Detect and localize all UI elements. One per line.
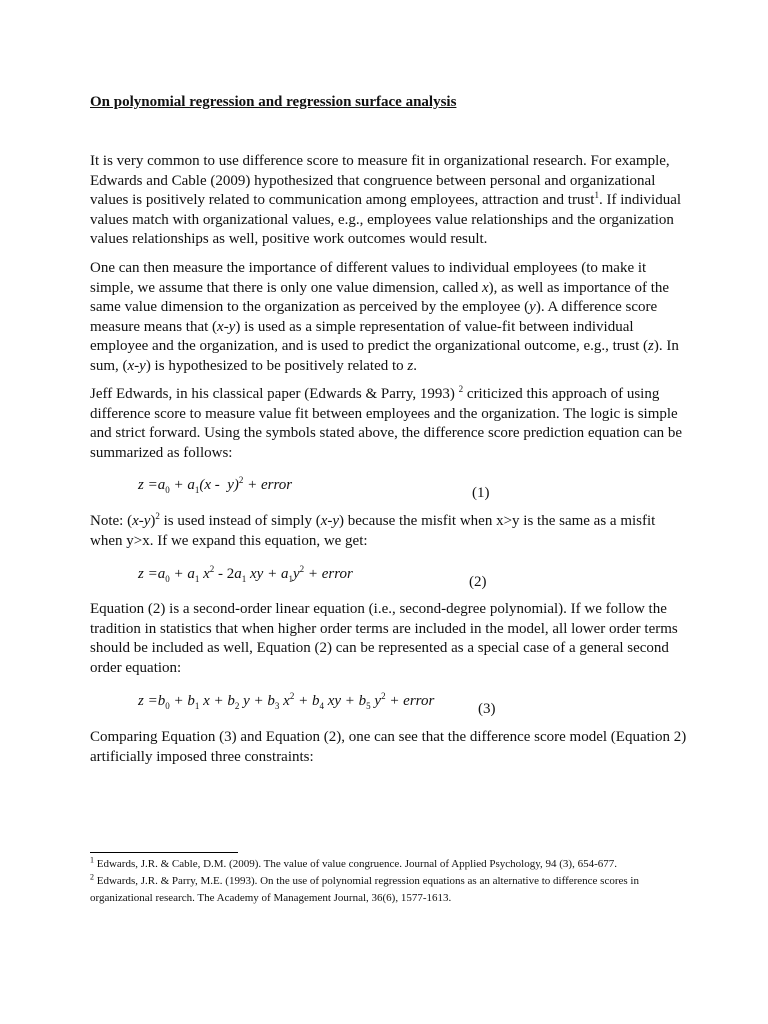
equation-3: $z =b_0 + b_1$ $x + b_2$ $y + b_3$ $x^2 + b_4$ xy + $b_5$ $y^2$ + error (138, 691, 435, 711)
footnote-mark: 2 (90, 872, 94, 882)
footnote-separator (90, 852, 238, 853)
footnote-text: Edwards, J.R. & Cable, D.M. (2009). The value of value congruence. Journal of Applied Psychology, 94 (3), 654-677. (94, 858, 618, 870)
paragraph-comparison: Comparing Equation (3) and Equation (2), one can see that the difference score model (Equation 2) artificially imposed three constraints: (90, 729, 687, 765)
equation-3-number: (3) (478, 701, 496, 717)
paragraph-intro (90, 152, 690, 250)
page-title: On polynomial regression and regression surface analysis (90, 94, 457, 110)
paragraph-polynomial: Equation (2) is a second-order linear equation (i.e., second-degree polynomial). If we follow the tradition in statistics that when higher order terms are included in the model, all lower order terms should be included as well, Equation (2) can be represented as a special case of a general second order equation: (90, 601, 678, 676)
text-span: It is very common to use difference score to measure fit in organizational research. For example, Edwards and Cable (2009) hypothesized that congruence between personal and organizational values is positively related to communication among employees, attraction and trust (90, 153, 670, 209)
paragraph-difference-score (90, 259, 690, 377)
paragraph-edwards-critique (90, 385, 690, 463)
text-span: ), as well as importance of the same value dimension to the organization as perceived by the employee ( (90, 279, 670, 316)
equation-2-number: (2) (469, 574, 487, 590)
var-x-minus-y: x-y (320, 513, 340, 529)
var-z: z (407, 357, 414, 374)
text-span: ) is used as a simple representation of value-fit between individual employee and the organization, and is used to predict the organizational outcome, e.g., trust ( (90, 318, 649, 355)
text-span: criticized this approach of using difference score to measure value fit between employees and the organization. The logic is simple and strict forward. Using the symbols stated above, the difference score prediction equation can be summarized as follows: (90, 386, 683, 461)
var-x-minus-y: x-y (217, 318, 236, 335)
text-span: One can then measure the importance of different values to individual employees (to make it simple, we assume that there is only one value dimension, called (90, 260, 647, 296)
var-x-minus-y: x-y (132, 513, 151, 529)
var-y: y (529, 299, 536, 316)
footnote-ref-1: 1 (594, 190, 599, 201)
var-x: x (482, 279, 489, 296)
footnote-1 (90, 856, 690, 873)
text-span: Jeff Edwards, in his classical paper (Edwards & Parry, 1993) (90, 386, 459, 402)
text-span: Note: ( (90, 513, 133, 529)
footnote-mark: 1 (90, 855, 94, 865)
text-span: is used instead of simply ( (159, 513, 321, 529)
superscript: 2 (155, 511, 160, 521)
text-span: . If individual values match with organizational values, e.g., employees value relationships and the organization values relationships as well, positive work outcomes would result. (90, 192, 682, 248)
text-span: . (413, 357, 418, 374)
text-span: ) because the misfit when x>y is the same as a misfit when y>x. If we expand this equation, we get: (90, 513, 656, 549)
paragraph-note: Note: $(x-y)^2$ is used instead of simply (x-y) because the misfit when x>y is the same as a misfit when y>x. If we expand this equation, we get: (90, 511, 656, 549)
footnote-text: Edwards, J.R. & Parry, M.E. (1993). On the use of polynomial regression equations as an alternative to difference scores in organizational research. The Academy of Management Journal, 36(6), 1577-1613. (90, 875, 639, 904)
equation-1-number: (1) (472, 485, 490, 501)
text-span: ). A difference score measure means that ( (90, 299, 658, 335)
text-span: ) is hypothesized to be positively related to (145, 357, 408, 374)
var-x-minus-y: x-y (127, 357, 146, 374)
equation-1: $z =a_0 + a_1(x - y)^2$ + error (138, 475, 293, 495)
footnote-2 (90, 873, 690, 907)
var-z: z (648, 338, 654, 355)
footnote-ref-2: 2 (458, 384, 464, 394)
equation-2: $z =a_0 + a_1$ $x^2 - 2a_1$ xy + $a_1y^2$ + error (138, 564, 353, 584)
text-span: ). In sum, ( (90, 338, 679, 374)
